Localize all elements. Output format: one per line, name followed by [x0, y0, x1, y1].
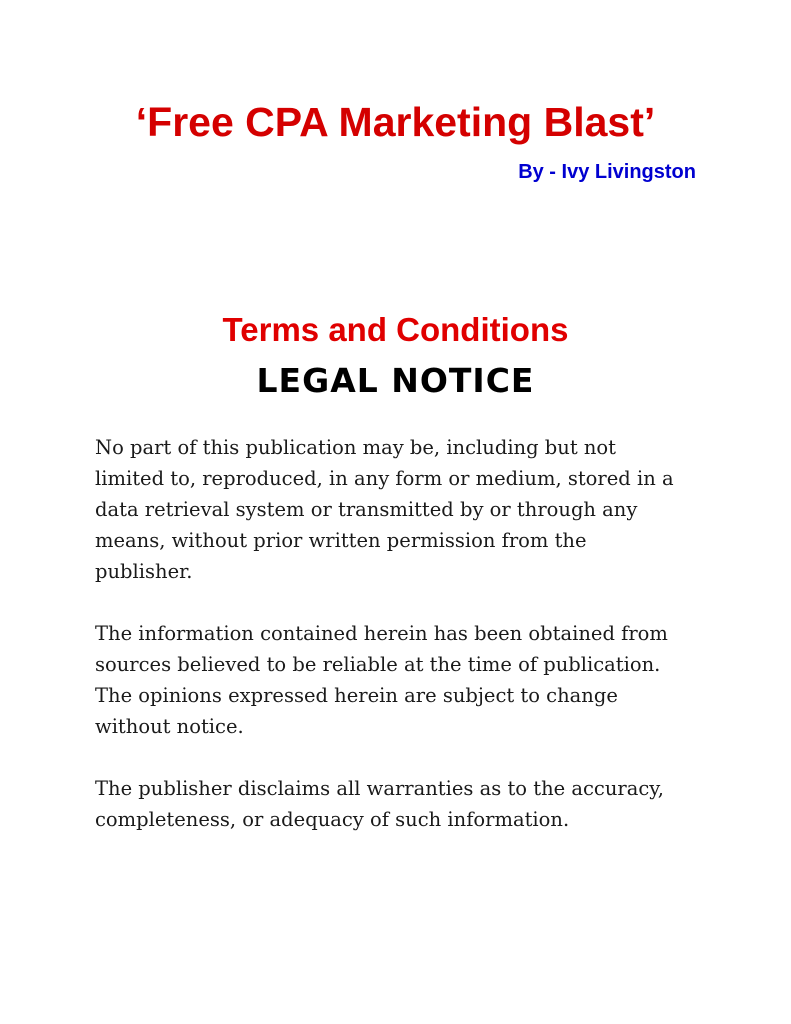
- legal-body: [95, 432, 715, 866]
- text-line: No part of this publication may be, including but not: [95, 436, 617, 459]
- paragraph-disclaimer: [95, 773, 715, 835]
- paragraph-reliability: [95, 618, 715, 742]
- text-line: limited to, reproduced, in any form or medium, stored in a: [95, 467, 674, 490]
- terms-heading: Terms and Conditions: [222, 311, 569, 348]
- text-line: The opinions expressed herein are subject to change: [95, 684, 618, 707]
- paragraph-copyright: [95, 432, 715, 587]
- legal-notice-heading: LEGAL NOTICE: [256, 361, 535, 400]
- text-line: The publisher disclaims all warranties as to the accuracy,: [95, 777, 664, 800]
- text-line: sources believed to be reliable at the time of publication.: [95, 653, 661, 676]
- text-line: data retrieval system or transmitted by or through any: [95, 498, 638, 521]
- text-line: means, without prior written permission from the: [95, 529, 587, 552]
- author-byline: By - Ivy Livingston: [518, 161, 696, 183]
- document-title: ‘Free CPA Marketing Blast’: [135, 99, 656, 145]
- text-line: without notice.: [95, 715, 244, 738]
- text-line: publisher.: [95, 560, 193, 583]
- text-line: completeness, or adequacy of such information.: [95, 808, 570, 831]
- text-line: The information contained herein has been obtained from: [95, 622, 668, 645]
